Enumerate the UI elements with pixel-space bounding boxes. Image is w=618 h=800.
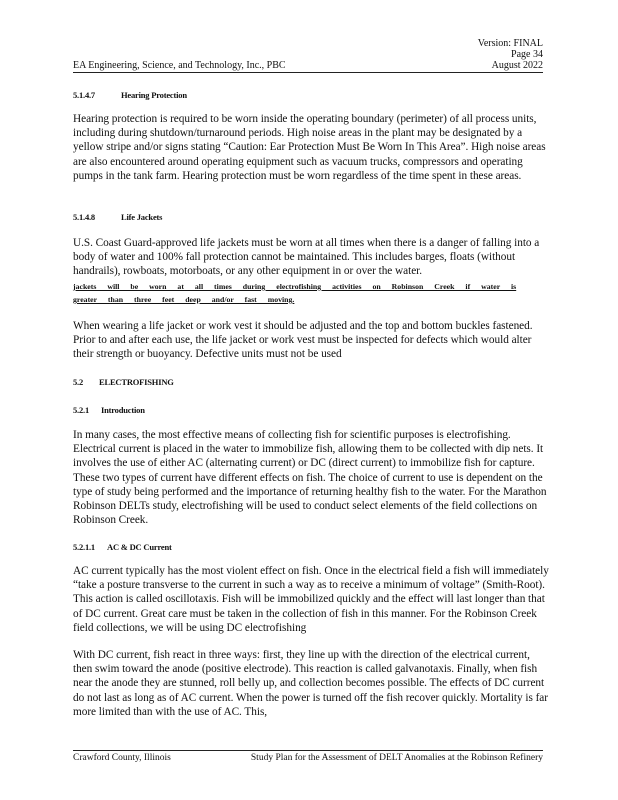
paragraph-electrofishing-introduction: In many cases, the most effective means of collecting fish for scientific purposes is electrofishing. Electrical current is placed in the water to immobilize fish, allowing them to be collected with dip nets. It involves the use of either AC (alternating current) or DC (direct current) to immobilize fish for capture. These two types of current have different effects on fish. The choice of current to use is dependent on the type of study being performed and the importance of returning healthy fish to the water. For the Marathon Robinson DELTs study, electrofishing will be used to conduct select elements of the field collections on Robinson Creek. <box>73 429 547 527</box>
section-title: ELECTROFISHING <box>99 377 174 387</box>
company-name: EA Engineering, Science, and Technology, Inc., PBC <box>73 60 286 71</box>
section-number: 5.2.1 <box>73 405 90 415</box>
section-heading-electrofishing <box>73 377 174 387</box>
section-title: Life Jackets <box>121 212 163 222</box>
underlined-revision-text: jackets will be worn at all times during electrofishing activities on Robinson Creek if water is greater than three feet deep and/or fast moving. <box>73 282 517 304</box>
section-title: Hearing Protection <box>121 90 187 100</box>
section-heading-ac-dc-current <box>73 542 172 552</box>
paragraph-work-vest: When wearing a life jacket or work vest it should be adjusted and the top and bottom buckles fastened. Prior to and after each use, the life jacket or work vest must be inspected for defects which would alter their strength or buoyancy. Defective units must not be used <box>73 320 533 361</box>
section-number: 5.1.4.8 <box>73 212 95 222</box>
footer-document-title: Study Plan for the Assessment of DELT Anomalies at the Robinson Refinery <box>250 753 543 763</box>
section-number: 5.2.1.1 <box>73 542 95 552</box>
section-heading-hearing <box>73 90 187 100</box>
page-number: Page 34 <box>511 49 543 60</box>
paragraph-ac-current: AC current typically has the most violent effect on fish. Once in the electrical field a fish will immediately “take a posture transverse to the current in such a way as to receive a minimum of voltage” (Smith-Root). This action is called oscillotaxis. Fish will be immobilized quickly and the effect will last longer than that of DC current. Great care must be taken in the collection of fish in this manner. For the Robinson Creek field collections, we will be using DC electrofishing <box>73 565 549 634</box>
paragraph-dc-current: With DC current, fish react in three ways: first, they line up with the direction of the electrical current, then swim toward the anode (positive electrode). This reaction is called galvanotaxis. Finally, when fish near the anode they are stunned, roll belly up, and collection becomes possible. The effects of DC current do not last as long as of AC current. When the power is turned off the fish recover quickly. Mortality is far more limited than with the use of AC. This, <box>73 649 548 718</box>
footer-location: Crawford County, Illinois <box>73 753 171 763</box>
footer-divider <box>73 750 543 751</box>
paragraph-hearing-protection: Hearing protection is required to be worn inside the operating boundary (perimeter) of all process units, including during shutdown/turnaround periods. High noise areas in the plant may be designated by a yellow stripe and/or signs stating “Caution: Ear Protection Must Be Worn In This Area”. High noise areas are also encountered around operating equipment such as vacuum trucks, compressors and operating pumps in the tank farm. Hearing protection must be worn regardless of the time spent in these areas. <box>73 113 546 182</box>
header-version-block <box>478 38 543 71</box>
section-title: AC & DC Current <box>107 542 172 552</box>
header-divider <box>73 72 543 73</box>
section-number: 5.2 <box>73 377 84 387</box>
section-number: 5.1.4.7 <box>73 90 95 100</box>
document-date: August 2022 <box>491 60 543 71</box>
version-label: Version: FINAL <box>477 38 543 49</box>
paragraph-life-jackets: U.S. Coast Guard-approved life jackets must be worn at all times when there is a danger of falling into a body of water and 100% fall protection cannot be maintained. This includes barges, floats (without handrails), rowboats, motorboats, or any other equipment in or over the water. <box>73 237 540 278</box>
section-heading-life-jackets <box>73 212 162 222</box>
section-title: Introduction <box>101 405 145 415</box>
section-heading-introduction <box>73 405 145 415</box>
